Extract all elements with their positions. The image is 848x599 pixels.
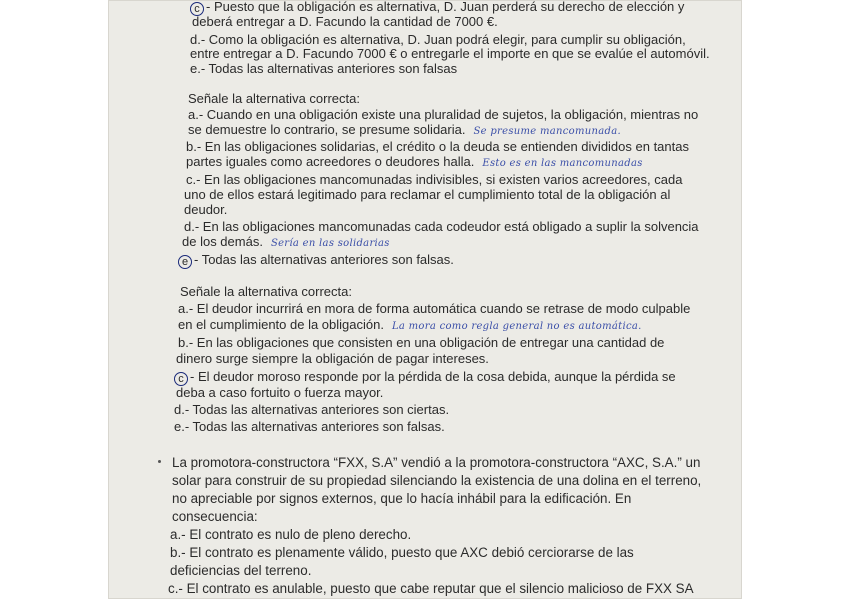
q2-option-d: d.- En las obligaciones mancomunadas cada codeudor está obligado a suplir la solvencia	[184, 219, 699, 234]
q1-option-c: c - Puesto que la obligación es alternativa, D. Juan perderá su derecho de elección y	[190, 0, 684, 16]
handwritten-note: Sería en las solidarias	[270, 238, 390, 249]
document-page	[108, 0, 742, 599]
q3-option-b: b.- En las obligaciones que consisten en una obligación de entregar una cantidad de	[178, 335, 665, 350]
bullet-dot	[158, 460, 161, 463]
q2-title: Señale la alternativa correcta:	[188, 91, 360, 106]
q4-statement-line4: consecuencia:	[172, 509, 258, 524]
q1-option-d-cont: entre entregar a D. Facundo 7000 € o entregarle el importe en que se evalúe el automóvil.	[190, 46, 710, 61]
q3-title: Señale la alternativa correcta:	[180, 284, 352, 299]
q4-statement-line3: no apreciable por signos externos, que lo hacía inhábil para la edificación. En	[172, 491, 632, 506]
q4-option-b-cont: deficiencias del terreno.	[170, 563, 312, 578]
q3-option-e: e.- Todas las alternativas anteriores son falsas.	[174, 419, 445, 434]
q2-option-a-cont: se demuestre lo contrario, se presume solidaria. Se presume mancomunada.	[188, 122, 621, 137]
q2-option-e: e - Todas las alternativas anteriores son falsas.	[178, 252, 454, 269]
q4-option-c: c.- El contrato es anulable, puesto que cabe reputar que el silencio malicioso de FXX SA	[168, 581, 694, 596]
q2-option-b-cont: partes iguales como acreedores o deudores halla. Esto es en las mancomunadas	[186, 154, 643, 169]
q2-option-c-cont: uno de ellos estará legitimado para reclamar el cumplimiento total de la obligación al	[184, 187, 671, 202]
q1-option-c-cont: deberá entregar a D. Facundo la cantidad de 7000 €.	[192, 14, 498, 29]
q2-option-b: b.- En las obligaciones solidarias, el crédito o la deuda se entienden divididos en tantas	[186, 139, 689, 154]
selected-answer-circle: e	[178, 255, 192, 269]
q4-option-a: a.- El contrato es nulo de pleno derecho.	[170, 527, 412, 542]
q3-option-c: c - El deudor moroso responde por la pérdida de la cosa debida, aunque la pérdida se	[174, 369, 676, 386]
q3-option-c-cont: deba a caso fortuito o fuerza mayor.	[176, 385, 384, 400]
q3-option-b-cont: dinero surge siempre la obligación de pagar intereses.	[176, 351, 489, 366]
q4-statement-line1: La promotora-constructora “FXX, S.A” vendió a la promotora-constructora “AXC, S.A.” un	[172, 455, 701, 470]
handwritten-note: Esto es en las mancomunadas	[482, 158, 643, 169]
q4-statement-line2: solar para construir de su propiedad silenciando la existencia de una dolina en el terreno,	[172, 473, 702, 488]
q1-option-e: e.- Todas las alternativas anteriores son falsas	[190, 61, 458, 76]
q3-option-a-cont: en el cumplimiento de la obligación. La mora como regla general no es automática.	[178, 317, 642, 332]
q2-option-c: c.- En las obligaciones mancomunadas indivisibles, si existen varios acreedores, cada	[186, 172, 683, 187]
q3-option-d: d.- Todas las alternativas anteriores son ciertas.	[174, 402, 450, 417]
q3-option-a: a.- El deudor incurrirá en mora de forma automática cuando se retrase de modo culpable	[178, 301, 691, 316]
q2-option-d-cont: de los demás. Sería en las solidarias	[182, 234, 390, 249]
q4-option-b: b.- El contrato es plenamente válido, puesto que AXC debió cerciorarse de las	[170, 545, 634, 560]
handwritten-note: La mora como regla general no es automática.	[391, 321, 642, 332]
selected-answer-circle: c	[174, 372, 188, 386]
q1-option-d: d.- Como la obligación es alternativa, D. Juan podrá elegir, para cumplir su obligación,	[190, 32, 686, 47]
handwritten-note: Se presume mancomunada.	[473, 126, 621, 137]
q2-option-a: a.- Cuando en una obligación existe una pluralidad de sujetos, la obligación, mientras no	[188, 107, 699, 122]
q2-option-c-cont2: deudor.	[184, 202, 228, 217]
selected-answer-circle: c	[190, 2, 204, 16]
